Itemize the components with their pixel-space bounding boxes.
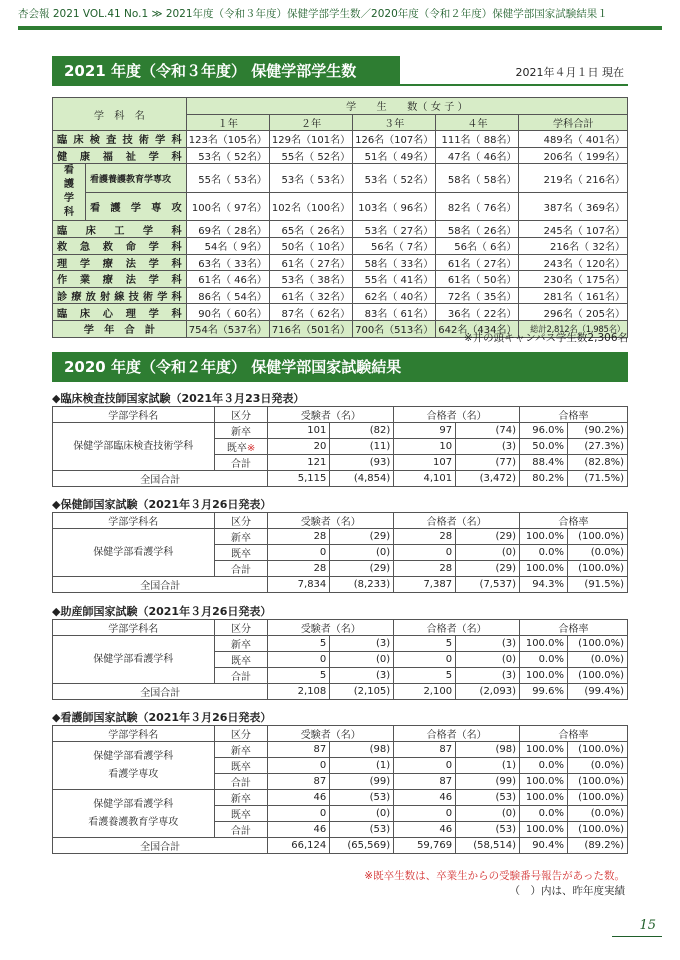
exam-dept-name: 保健学部看護学科 (93, 798, 174, 810)
exam-value-cell: (0) (330, 806, 394, 822)
page-number: 15 (639, 918, 656, 933)
exam-value-cell: (1) (330, 758, 394, 774)
student-count-cell: 55名（ 52名） (269, 147, 352, 164)
student-count-cell: 65名（ 26名） (269, 221, 352, 238)
exam-value-cell: (0) (456, 806, 520, 822)
exam-category-label: 新卒 (230, 794, 251, 805)
student-count-header: 学 生 数（ 女 子 ） (186, 98, 627, 115)
exam-value-cell: (29) (456, 529, 520, 545)
exam-value-cell: 46 (394, 822, 456, 838)
exam-value-cell: 46 (268, 790, 330, 806)
exam-category-label: 合計 (230, 778, 251, 789)
grade-total-cell: 総計2,812名（1,985名） (519, 320, 628, 337)
header-rule (18, 26, 662, 30)
national-total-cell: 94.3% (519, 577, 567, 593)
exam-value-cell: 0 (394, 545, 456, 561)
footnote-graduates: ※既卒生数は、卒業生からの受験番号報告があった数。 (364, 870, 625, 882)
student-count-cell: 58名（ 33名） (353, 254, 436, 271)
exam-value-cell: (100.0%) (567, 529, 627, 545)
national-total-label: 全国合計 (53, 684, 268, 700)
year2-header: ２年 (269, 114, 352, 131)
exam-value-cell: 87 (268, 742, 330, 758)
exam-value-cell: (100.0%) (567, 822, 627, 838)
national-total-cell: 90.4% (519, 838, 567, 854)
exam-header-row (53, 726, 628, 742)
exam-value-cell: 0.0% (519, 545, 567, 561)
exam-value-cell: (3) (456, 668, 520, 684)
exam-value-cell: (3) (456, 636, 520, 652)
exam-value-cell: 20 (268, 439, 330, 455)
national-total-cell: 7,834 (268, 577, 330, 593)
exam-category-cell (214, 455, 268, 471)
student-count-cell: 62名（ 40名） (353, 287, 436, 304)
exam-value-cell: 88.4% (520, 455, 568, 471)
exam-title: ◆臨床検査技師国家試験（2021年３月23日発表） (52, 392, 305, 405)
exam-value-cell: 10 (394, 439, 456, 455)
exam-category-cell (214, 790, 268, 806)
exam-table (52, 725, 628, 854)
exam-dept-major: 看護養護教育学専攻 (88, 816, 179, 828)
student-count-cell: 50名（ 10名） (269, 237, 352, 254)
student-count-cell: 47名（ 46名） (436, 147, 519, 164)
dept-name: 臨床工学科 (53, 221, 187, 238)
exam-value-cell: (93) (330, 455, 394, 471)
exam-value-cell: 100.0% (519, 529, 567, 545)
student-count-cell: 61名（ 46名） (186, 271, 269, 288)
student-count-cell: 61名（ 27名） (269, 254, 352, 271)
student-count-cell: 61名（ 32名） (269, 287, 352, 304)
exam-value-cell: (0) (330, 652, 394, 668)
exam-value-cell: (1) (456, 758, 520, 774)
student-count-cell: 61名（ 50名） (436, 271, 519, 288)
grade-total-cell: 642名（434名） (436, 320, 519, 337)
national-total-cell: (99.4%) (567, 684, 627, 700)
exam-category-label: 新卒 (230, 533, 251, 544)
exam-value-cell: (0.0%) (567, 758, 627, 774)
student-count-cell: 296名（ 205名） (519, 304, 628, 321)
exam-header-row (53, 513, 628, 529)
national-total-cell: (4,854) (330, 471, 394, 487)
student-count-cell: 87名（ 62名） (269, 304, 352, 321)
exam-value-cell: (0) (330, 545, 394, 561)
students-table (52, 97, 628, 338)
exam-value-cell: 87 (394, 774, 456, 790)
exam-category-label: 合計 (230, 672, 251, 683)
student-count-cell: 387名（ 369名） (519, 192, 628, 221)
exam-value-cell: 100.0% (519, 742, 567, 758)
student-count-cell: 61名（ 27名） (436, 254, 519, 271)
exam-value-cell: 0 (394, 758, 456, 774)
dept-total-header: 学科合計 (519, 114, 628, 131)
exam-value-cell: 0 (268, 545, 330, 561)
student-count-cell: 129名（101名） (269, 131, 352, 148)
exam-value-cell: 0 (394, 652, 456, 668)
exam-value-cell: (82) (330, 423, 394, 439)
exam-value-cell: 100.0% (519, 668, 567, 684)
national-total-cell: (65,569) (330, 838, 394, 854)
exam-value-cell: 5 (268, 668, 330, 684)
campus-note: ※井の頭キャンパス学生数2,306名 (463, 332, 628, 344)
exam-value-cell: 5 (268, 636, 330, 652)
exam-row (53, 790, 628, 806)
exam-dept-cell (53, 423, 215, 471)
exam-dept-cell (53, 529, 215, 577)
exam-value-cell: (99) (330, 774, 394, 790)
student-row (53, 131, 628, 148)
exam-category-cell (214, 742, 268, 758)
dept-name: 作業療法学科 (53, 271, 187, 288)
dept-name: 健康福祉学科 (53, 147, 187, 164)
footnote-previous: （ ）内は、昨年度実績 (509, 885, 625, 897)
exam-national-total-row (53, 577, 628, 593)
exam-value-cell: (29) (330, 529, 394, 545)
student-count-cell: 82名（ 76名） (436, 192, 519, 221)
exam-title: ◆看護師国家試験（2021年３月26日発表） (52, 711, 272, 724)
exam-value-cell: (100.0%) (567, 790, 627, 806)
exam-value-cell: (100.0%) (567, 561, 627, 577)
student-count-cell: 86名（ 54名） (186, 287, 269, 304)
exam-value-cell: (53) (330, 790, 394, 806)
exam-value-cell: 5 (394, 668, 456, 684)
exam-value-cell: 0 (268, 652, 330, 668)
exam-category-label: 合計 (230, 565, 251, 576)
exam-value-cell: 107 (394, 455, 456, 471)
exam-value-cell: (3) (330, 636, 394, 652)
exam-value-cell: (11) (330, 439, 394, 455)
students-title-rule (400, 84, 628, 86)
exam-value-cell: 96.0% (520, 423, 568, 439)
national-total-cell: 2,108 (268, 684, 330, 700)
exam-value-cell: 0 (268, 758, 330, 774)
exam-category-label: 既卒 (230, 549, 251, 560)
year1-header: １年 (186, 114, 269, 131)
student-count-cell: 36名（ 22名） (436, 304, 519, 321)
student-row (53, 254, 628, 271)
national-total-label: 全国合計 (53, 838, 268, 854)
grade-total-cell: 754名（537名） (186, 320, 269, 337)
exam-value-cell: 0.0% (519, 652, 567, 668)
exam-dept-name: 保健学部臨床検査技術学科 (73, 440, 194, 452)
student-count-cell: 83名（ 61名） (353, 304, 436, 321)
student-count-cell: 126名（107名） (353, 131, 436, 148)
student-row (53, 147, 628, 164)
pass-rate-header: 合格率 (519, 620, 627, 636)
national-total-cell: (7,537) (456, 577, 520, 593)
national-total-label: 全国合計 (53, 471, 268, 487)
student-count-cell: 58名（ 58名） (436, 164, 519, 193)
dept-name: 臨床心理学科 (53, 304, 187, 321)
student-count-cell: 102名（100名） (269, 192, 352, 221)
grade-total-label: 学 年 合 計 (53, 320, 187, 337)
student-count-cell: 111名（ 88名） (436, 131, 519, 148)
exam-value-cell: (98) (456, 742, 520, 758)
exam-value-cell: 50.0% (520, 439, 568, 455)
exam-value-cell: 100.0% (519, 636, 567, 652)
dept-name: 看護養護教育学専攻 (85, 164, 186, 193)
pass-rate-header: 合格率 (519, 726, 627, 742)
category-header: 区分 (214, 620, 268, 636)
year3-header: ３年 (353, 114, 436, 131)
exam-value-cell: 121 (268, 455, 330, 471)
exam-table (52, 512, 628, 593)
exam-value-cell: (29) (456, 561, 520, 577)
pass-rate-header: 合格率 (520, 407, 628, 423)
exam-value-cell: 28 (268, 561, 330, 577)
national-total-cell: 2,100 (394, 684, 456, 700)
exam-category-label: 新卒 (230, 640, 251, 651)
student-count-cell: 63名（ 33名） (186, 254, 269, 271)
national-total-cell: (71.5%) (568, 471, 628, 487)
student-count-cell: 58名（ 26名） (436, 221, 519, 238)
exam-category-cell (214, 423, 268, 439)
dept-name: 看護学専攻 (85, 192, 186, 221)
exam-category-cell (214, 561, 268, 577)
student-count-cell: 53名（ 27名） (353, 221, 436, 238)
student-count-cell: 53名（ 38名） (269, 271, 352, 288)
exam-value-cell: (74) (456, 423, 520, 439)
student-count-cell: 123名（105名） (186, 131, 269, 148)
examinees-header: 受験者（名） (268, 513, 394, 529)
exam-category-cell (214, 774, 268, 790)
exam-dept-major: 看護学専攻 (108, 768, 159, 780)
student-count-cell: 53名（ 52名） (186, 147, 269, 164)
dept-header: 学 科 名 (53, 98, 187, 131)
national-total-cell: 66,124 (268, 838, 330, 854)
student-count-cell: 245名（ 107名） (519, 221, 628, 238)
student-count-cell: 243名（ 120名） (519, 254, 628, 271)
exam-category-label: 既卒 (230, 762, 251, 773)
exam-category-cell (214, 822, 268, 838)
student-count-cell: 51名（ 49名） (353, 147, 436, 164)
national-total-cell: (2,105) (330, 684, 394, 700)
exam-category-label: 新卒 (231, 427, 252, 438)
grade-total-cell: 700名（513名） (353, 320, 436, 337)
exam-value-cell: (82.8%) (568, 455, 628, 471)
exam-value-cell: (99) (456, 774, 520, 790)
exam-header-row (53, 407, 628, 423)
national-total-cell: 7,387 (394, 577, 456, 593)
exam-dept-name: 保健学部看護学科 (93, 750, 174, 762)
student-count-cell: 100名（ 97名） (186, 192, 269, 221)
exam-row (53, 529, 628, 545)
graduate-note-mark: ※ (246, 443, 256, 454)
running-header: 杏会報 2021 VOL.41 No.1 ≫ 2021年度（令和３年度）保健学部学生数／2020年度（令和２年度）保健学部国家試験結果１ (18, 8, 608, 20)
student-count-cell: 54名（ 9名） (186, 237, 269, 254)
exam-dept-cell (53, 790, 215, 838)
exam-table (52, 619, 628, 700)
student-row (53, 237, 628, 254)
category-header: 区分 (214, 726, 268, 742)
student-count-cell: 206名（ 199名） (519, 147, 628, 164)
exam-national-total-row (53, 838, 628, 854)
exam-row (53, 742, 628, 758)
exam-category-cell (214, 545, 268, 561)
national-total-cell: (2,093) (456, 684, 520, 700)
exam-row (53, 636, 628, 652)
grade-total-cell: 716名（501名） (269, 320, 352, 337)
national-total-cell: 80.2% (520, 471, 568, 487)
exam-value-cell: (100.0%) (567, 668, 627, 684)
exam-value-cell: (77) (456, 455, 520, 471)
exam-value-cell: 0.0% (519, 758, 567, 774)
exam-category-label: 合計 (230, 826, 251, 837)
exam-value-cell: 100.0% (519, 561, 567, 577)
student-count-cell: 72名（ 35名） (436, 287, 519, 304)
national-total-cell: 59,769 (394, 838, 456, 854)
exam-title: ◆保健師国家試験（2021年３月26日発表） (52, 498, 272, 511)
exam-value-cell: (100.0%) (567, 774, 627, 790)
student-count-cell: 55名（ 41名） (353, 271, 436, 288)
exam-value-cell: (29) (330, 561, 394, 577)
student-row (53, 287, 628, 304)
exam-category-cell (214, 758, 268, 774)
student-count-cell: 216名（ 32名） (519, 237, 628, 254)
examinees-header: 受験者（名） (268, 726, 394, 742)
student-row (53, 164, 628, 193)
exam-table (52, 406, 628, 487)
exam-value-cell: (53) (456, 822, 520, 838)
exam-value-cell: 28 (394, 561, 456, 577)
student-count-cell: 69名（ 28名） (186, 221, 269, 238)
exam-value-cell: (27.3%) (568, 439, 628, 455)
dept-header: 学部学科名 (53, 726, 215, 742)
student-count-cell: 53名（ 52名） (353, 164, 436, 193)
exam-value-cell: 101 (268, 423, 330, 439)
national-total-cell: 99.6% (519, 684, 567, 700)
dept-header: 学部学科名 (53, 513, 215, 529)
exam-value-cell: 28 (394, 529, 456, 545)
national-total-cell: (89.2%) (567, 838, 627, 854)
exam-title: ◆助産師国家試験（2021年３月26日発表） (52, 605, 272, 618)
exam-dept-name: 保健学部看護学科 (93, 653, 174, 665)
exam-value-cell: (53) (456, 790, 520, 806)
exam-value-cell: (0.0%) (567, 652, 627, 668)
exam-value-cell: 100.0% (519, 774, 567, 790)
national-total-cell: 4,101 (394, 471, 456, 487)
exam-value-cell: 100.0% (519, 822, 567, 838)
student-count-cell: 56名（ 7名） (353, 237, 436, 254)
exam-value-cell: (98) (330, 742, 394, 758)
exam-value-cell: (0.0%) (567, 806, 627, 822)
exam-value-cell: (0) (456, 652, 520, 668)
exam-value-cell: (100.0%) (567, 636, 627, 652)
passed-header: 合格者（名） (394, 620, 520, 636)
national-total-label: 全国合計 (53, 577, 268, 593)
students-date: 2021年４月１日 現在 (515, 66, 624, 79)
student-count-cell: 230名（ 175名） (519, 271, 628, 288)
exam-row (53, 423, 628, 439)
exam-value-cell: (0) (456, 545, 520, 561)
exam-value-cell: (53) (330, 822, 394, 838)
year4-header: ４年 (436, 114, 519, 131)
student-row (53, 221, 628, 238)
passed-header: 合格者（名） (394, 513, 520, 529)
exam-value-cell: (3) (456, 439, 520, 455)
exam-value-cell: 46 (268, 822, 330, 838)
student-row (53, 271, 628, 288)
exam-category-label: 既卒 (230, 810, 251, 821)
exam-value-cell: 0 (394, 806, 456, 822)
dept-header: 学部学科名 (53, 620, 215, 636)
exam-dept-cell (53, 742, 215, 790)
passed-header: 合格者（名） (394, 726, 520, 742)
exam-category-label: 合計 (231, 459, 252, 470)
exam-value-cell: 0.0% (519, 806, 567, 822)
exam-category-cell (214, 636, 268, 652)
exam-value-cell: 0 (268, 806, 330, 822)
student-count-cell: 56名（ 6名） (436, 237, 519, 254)
student-count-cell: 489名（ 401名） (519, 131, 628, 148)
examinees-header: 受験者（名） (268, 407, 394, 423)
dept-name: 臨床検査技術学科 (53, 131, 187, 148)
pass-rate-header: 合格率 (519, 513, 627, 529)
exam-category-label: 既卒 (230, 656, 251, 667)
dept-name: 理学療法学科 (53, 254, 187, 271)
exam-section-title: 2020 年度（令和２年度） 保健学部国家試験結果 (52, 352, 628, 382)
dept-name: 診療放射線技術学科 (53, 287, 187, 304)
exam-value-cell: (3) (330, 668, 394, 684)
exam-category-label: 既卒 (226, 443, 247, 454)
national-total-cell: (91.5%) (567, 577, 627, 593)
exam-value-cell: 46 (394, 790, 456, 806)
exam-value-cell: (100.0%) (567, 742, 627, 758)
national-total-cell: (3,472) (456, 471, 520, 487)
exam-dept-name: 保健学部看護学科 (93, 546, 174, 558)
student-count-cell: 281名（ 161名） (519, 287, 628, 304)
dept-group-cell: 看護学科 (53, 164, 86, 221)
exam-dept-cell (53, 636, 215, 684)
page-number-rule (612, 936, 662, 937)
student-count-cell: 90名（ 60名） (186, 304, 269, 321)
category-header: 区分 (214, 407, 268, 423)
exam-value-cell: 97 (394, 423, 456, 439)
exam-category-cell (214, 668, 268, 684)
exam-value-cell: 100.0% (519, 790, 567, 806)
student-count-cell: 55名（ 53名） (186, 164, 269, 193)
student-count-cell: 103名（ 96名） (353, 192, 436, 221)
student-count-cell: 219名（ 216名） (519, 164, 628, 193)
exam-category-cell (214, 806, 268, 822)
student-row (53, 304, 628, 321)
exam-value-cell: (0.0%) (567, 545, 627, 561)
exam-value-cell: 5 (394, 636, 456, 652)
exam-header-row (53, 620, 628, 636)
exam-category-cell (214, 529, 268, 545)
exam-national-total-row (53, 471, 628, 487)
exam-category-cell (214, 652, 268, 668)
student-count-cell: 53名（ 53名） (269, 164, 352, 193)
national-total-cell: 5,115 (268, 471, 330, 487)
exam-national-total-row (53, 684, 628, 700)
exam-value-cell: 87 (268, 774, 330, 790)
exam-value-cell: 28 (268, 529, 330, 545)
students-section-title: 2021 年度（令和３年度） 保健学部学生数 (52, 56, 400, 86)
passed-header: 合格者（名） (394, 407, 520, 423)
exam-category-cell (214, 439, 268, 455)
dept-header: 学部学科名 (53, 407, 215, 423)
national-total-cell: (58,514) (456, 838, 520, 854)
exam-value-cell: 87 (394, 742, 456, 758)
exam-value-cell: (90.2%) (568, 423, 628, 439)
category-header: 区分 (214, 513, 268, 529)
exam-category-label: 新卒 (230, 746, 251, 757)
dept-name: 救急救命学科 (53, 237, 187, 254)
national-total-cell: (8,233) (330, 577, 394, 593)
student-row (53, 192, 628, 221)
examinees-header: 受験者（名） (268, 620, 394, 636)
